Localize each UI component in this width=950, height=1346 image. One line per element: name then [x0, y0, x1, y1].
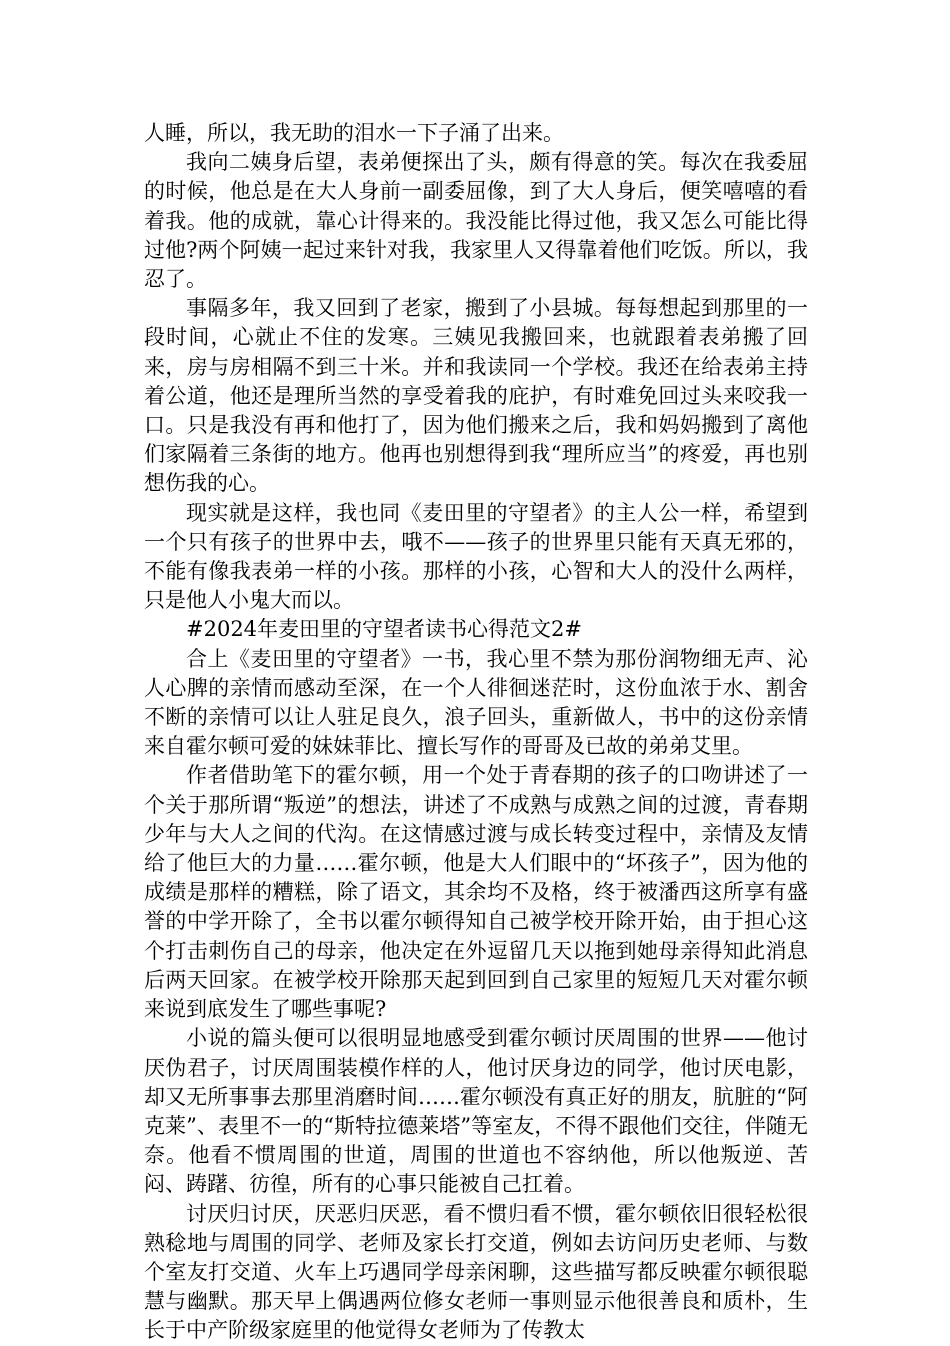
paragraph: 事隔多年，我又回到了老家，搬到了小县城。每每想起到那里的一段时间，心就止不住的发寒。三姨见我搬回来，也就跟着表弟搬了回来，房与房相隔不到三十米。并和我读同一个学校。我还在给表弟主持着公道，他还是理所当然的享受着我的庇护，有时难免回过头来咬我一口。只是我没有再和他打了，因为他们搬来之后，我和妈妈搬到了离他们家隔着三条街的地方。他再也别想得到我“理所应当”的疼爱，再也别想伤我的心。 — [144, 296, 808, 496]
paragraph: 现实就是这样，我也同《麦田里的守望者》的主人公一样，希望到一个只有孩子的世界中去，哦不——孩子的世界里只能有天真无邪的，不能有像我表弟一样的小孩。那样的小孩，心智和大人的没什么两样，只是他人小鬼大而以。 — [144, 500, 808, 613]
document-page — [144, 119, 808, 1346]
paragraph: 合上《麦田里的守望者》一书，我心里不禁为那份润物细无声、沁人心脾的亲情而感动至深，在一个人徘徊迷茫时，这份血浓于水、割舍不断的亲情可以让人驻足良久，浪子回头，重新做人，书中的这份亲情来自霍尔顿可爱的妹妹菲比、擅长写作的哥哥及已故的弟弟艾里。 — [144, 646, 808, 759]
paragraph: 小说的篇头便可以很明显地感受到霍尔顿讨厌周围的世界——他讨厌伪君子，讨厌周围装模作样的人，他讨厌身边的同学，他讨厌电影，却又无所事事去那里消磨时间……霍尔顿没有真正好的朋友，肮脏的“阿克莱”、表里不一的“斯特拉德莱塔”等室友，不得不跟他们交往，伴随无奈。他看不惯周围的世道，周围的世道也不容纳他，所以他叛逆、苦闷、踌躇、彷徨，所有的心事只能被自己扛着。 — [144, 1026, 808, 1197]
section-heading: #2024年麦田里的守望者读书心得范文2# — [186, 617, 582, 642]
paragraph: 作者借助笔下的霍尔顿，用一个处于青春期的孩子的口吻讲述了一个关于那所谓“叛逆”的想法，讲述了不成熟与成熟之间的过渡，青春期少年与大人之间的代沟。在这情感过渡与成长转变过程中，亲情及友情给了他巨大的力量……霍尔顿，他是大人们眼中的“坏孩子”，因为他的成绩是那样的糟糕，除了语文，其余均不及格，终于被潘西这所享有盛誉的中学开除了，全书以霍尔顿得知自己被学校开除开始，由于担心这个打击刺伤自己的母亲，他决定在外逗留几天以拖到她母亲得知此消息后两天回家。在被学校开除那天起到回到自己家里的短短几天对霍尔顿来说到底发生了哪些事呢? — [144, 763, 808, 1022]
paragraph-continuation: 人睡，所以，我无助的泪水一下子涌了出来。 — [144, 121, 564, 145]
paragraph: 我向二姨身后望，表弟便探出了头，颇有得意的笑。每次在我委屈的时候，他总是在大人身前一副委屈像，到了大人身后，便笑嘻嘻的看着我。他的成就，靠心计得来的。我没能比得过他，我又怎么可能比得过他?两个阿姨一起过来针对我，我家里人又得靠着他们吃饭。所以，我忍了。 — [144, 150, 808, 292]
paragraph: 讨厌归讨厌，厌恶归厌恶，看不惯归看不惯，霍尔顿依旧很轻松很熟稔地与周围的同学、老师及家长打交道，例如去访问历史老师、与数个室友打交道、火车上巧遇同学母亲闲聊，这些描写都反映霍尔顿很聪慧与幽默。那天早上偶遇两位修女老师一事则显示他很善良和质朴，生长于中产阶级家庭里的他觉得女老师为了传教太 — [144, 1201, 808, 1343]
